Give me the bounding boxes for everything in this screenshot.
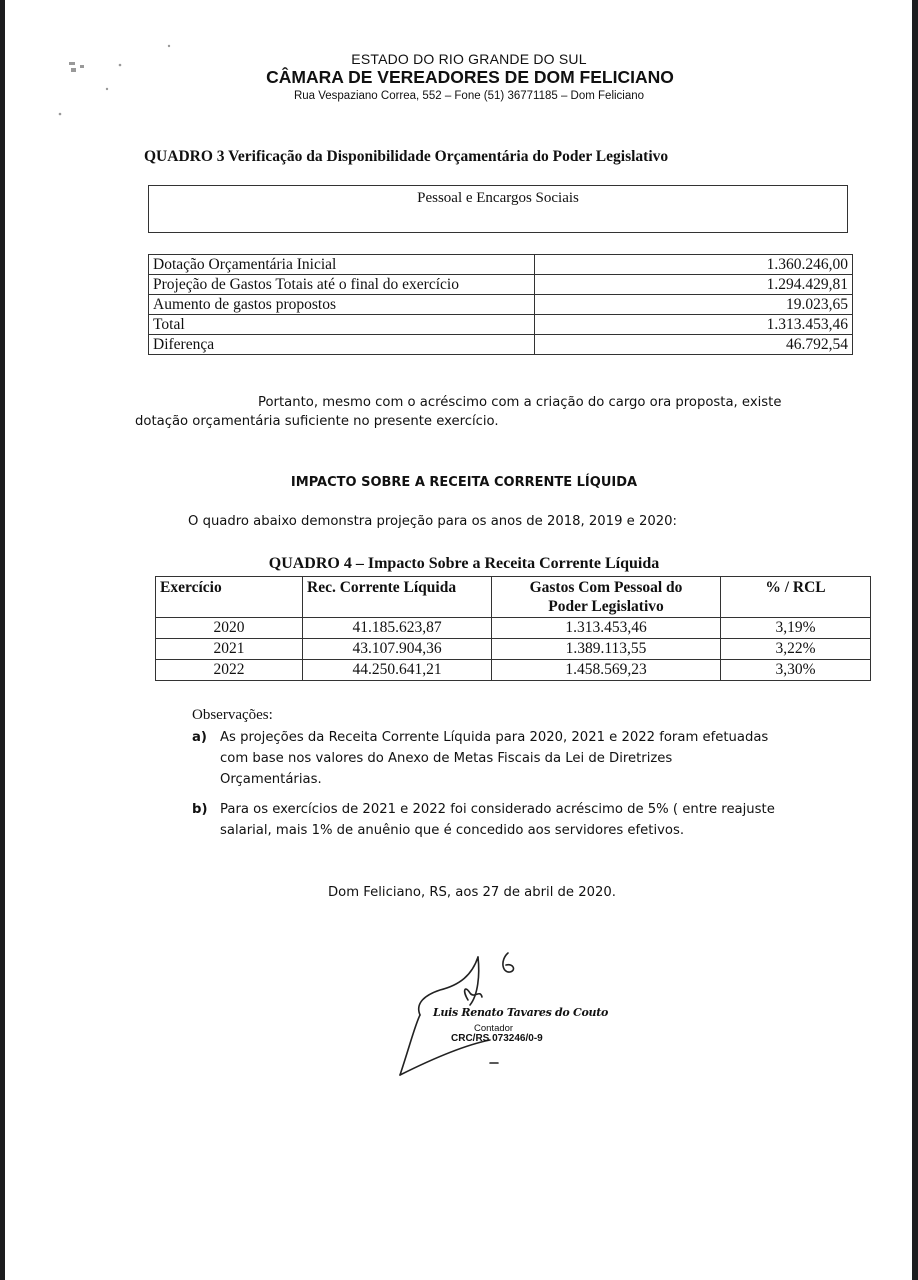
row-value: 19.023,65	[535, 295, 853, 315]
row-label: Projeção de Gastos Totais até o final do exercício	[149, 275, 535, 295]
cell-rcl: 41.185.623,87	[303, 618, 492, 639]
impact-intro: O quadro abaixo demonstra projeção para os anos de 2018, 2019 e 2020:	[188, 514, 677, 529]
observation-b-marker: b)	[192, 802, 208, 817]
col-header-gastos	[492, 577, 721, 618]
cell-year: 2022	[156, 660, 303, 681]
table-row	[156, 618, 871, 639]
observation-b-line: Para os exercícios de 2021 e 2022 foi considerado acréscimo de 5% ( entre reajuste	[220, 802, 775, 817]
table-row	[149, 255, 853, 275]
header-state: ESTADO DO RIO GRANDE DO SUL	[351, 51, 587, 67]
table-row	[149, 335, 853, 355]
col-header-rcl: Rec. Corrente Líquida	[303, 577, 492, 618]
row-label: Diferença	[149, 335, 535, 355]
impact-title: IMPACTO SOBRE A RECEITA CORRENTE LÍQUIDA	[290, 475, 638, 490]
row-label: Dotação Orçamentária Inicial	[149, 255, 535, 275]
observation-a-line: com base nos valores do Anexo de Metas Fiscais da Lei de Diretrizes	[220, 751, 673, 766]
row-value: 1.313.453,46	[535, 315, 853, 335]
header-address: Rua Vespaziano Correa, 552 – Fone (51) 36771185 – Dom Feliciano	[293, 90, 645, 102]
cell-pct: 3,19%	[721, 618, 871, 639]
observation-b-text	[220, 799, 820, 841]
cell-year: 2021	[156, 639, 303, 660]
row-value: 1.360.246,00	[535, 255, 853, 275]
observations-title: Observações:	[192, 707, 273, 723]
cell-rcl: 43.107.904,36	[303, 639, 492, 660]
col-header-exercicio: Exercício	[156, 577, 303, 618]
quadro3-table	[148, 254, 853, 355]
observation-b-line: salarial, mais 1% de anuênio que é concedido aos servidores efetivos.	[220, 823, 685, 838]
col-header-gastos-line1: Gastos Com Pessoal do	[529, 579, 683, 596]
row-label: Aumento de gastos propostos	[149, 295, 535, 315]
observation-a-line: Orçamentárias.	[220, 772, 322, 787]
header-institution: CÂMARA DE VEREADORES DE DOM FELICIANO	[266, 67, 674, 87]
cell-pct: 3,30%	[721, 660, 871, 681]
observation-a-line: As projeções da Receita Corrente Líquida para 2020, 2021 e 2022 foram efetuadas	[220, 730, 769, 745]
document-page	[5, 0, 912, 1280]
table-row	[149, 315, 853, 335]
row-value: 1.294.429,81	[535, 275, 853, 295]
table-row	[156, 660, 871, 681]
table-row	[149, 275, 853, 295]
row-label: Total	[149, 315, 535, 335]
cell-gastos: 1.458.569,23	[492, 660, 721, 681]
quadro4-title: QUADRO 4 – Impacto Sobre a Receita Corrente Líquida	[268, 555, 660, 572]
quadro3-category: Pessoal e Encargos Sociais	[417, 190, 579, 206]
col-header-pct-rcl: % / RCL	[721, 577, 871, 618]
table-row	[149, 295, 853, 315]
col-header-gastos-line2: Poder Legislativo	[548, 598, 664, 615]
table-header-row	[156, 577, 871, 618]
quadro3-title: QUADRO 3 Verificação da Disponibilidade Orçamentária do Poder Legislativo	[144, 148, 669, 165]
cell-gastos: 1.313.453,46	[492, 618, 721, 639]
row-value: 46.792,54	[535, 335, 853, 355]
quadro3-category-box	[148, 185, 848, 233]
cell-pct: 3,22%	[721, 639, 871, 660]
cell-rcl: 44.250.641,21	[303, 660, 492, 681]
signature-role: Contador	[474, 1023, 514, 1034]
table-row	[156, 639, 871, 660]
conclusion-line-1: Portanto, mesmo com o acréscimo com a criação do cargo ora proposta, existe	[258, 395, 782, 410]
observation-a-marker: a)	[192, 730, 207, 745]
quadro4-table	[155, 576, 871, 681]
observation-a-text	[220, 727, 820, 790]
signature-name: Luis Renato Tavares do Couto	[433, 1006, 609, 1019]
conclusion-line-2: dotação orçamentária suficiente no presente exercício.	[135, 414, 499, 429]
place-date: Dom Feliciano, RS, aos 27 de abril de 2020.	[328, 885, 616, 900]
cell-year: 2020	[156, 618, 303, 639]
cell-gastos: 1.389.113,55	[492, 639, 721, 660]
signature-crc: CRC/RS 073246/0-9	[451, 1033, 543, 1044]
